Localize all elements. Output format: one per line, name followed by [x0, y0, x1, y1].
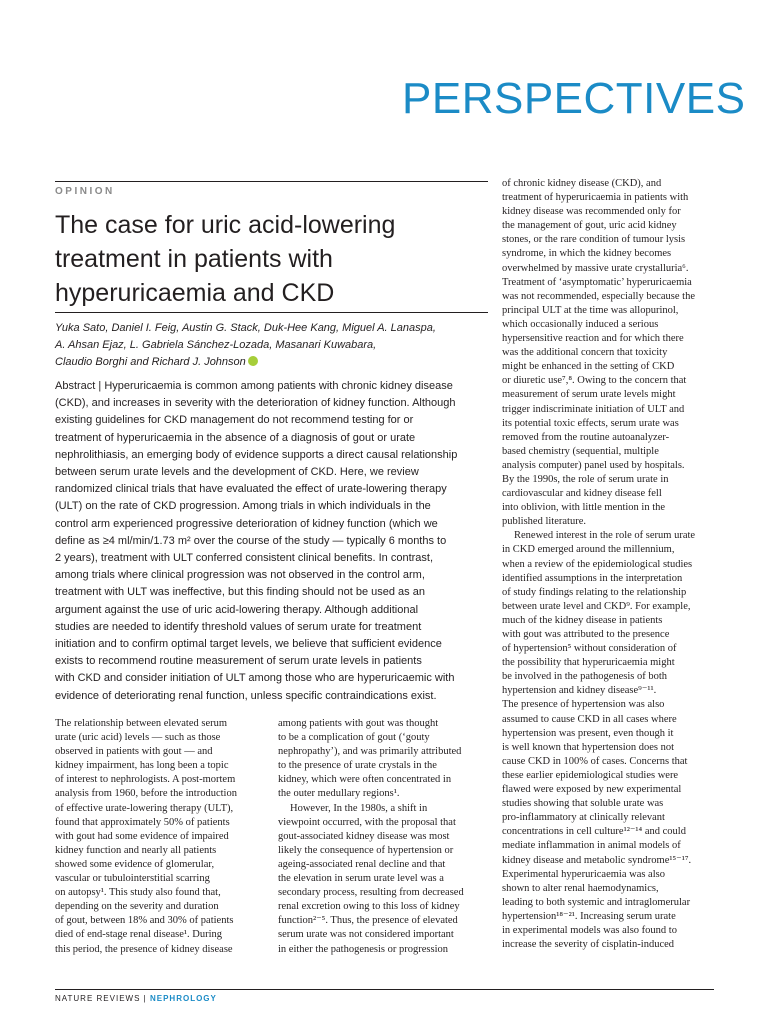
text-line: (CKD), and increases in severity with the deterioration of kidney function. Although: [55, 397, 456, 410]
text-line: studies are needed to identify threshold values of serum urate for treatment: [55, 620, 422, 633]
article-title: [55, 208, 485, 310]
text-line: of gout, between 18% and 30% of patients: [55, 915, 234, 927]
title-line: hyperuricaemia and CKD: [55, 279, 335, 307]
text-line: studies showing that soluble urate was: [502, 798, 664, 810]
text-line: among trials where clinical progression was not observed in the control arm,: [55, 569, 425, 582]
text-line: into oblivion, with little mention in the: [502, 502, 666, 514]
text-line: with gout was attributed to the presence: [502, 629, 670, 640]
text-line: 2 years), treatment with ULT conferred consistent clinical benefits. In contrast,: [55, 552, 434, 565]
text-line: of chronic kidney disease (CKD), and: [502, 178, 662, 189]
text-line: was the additional concern that toxicity: [502, 347, 668, 359]
text-line: its potential toxic effects, serum urate was: [502, 417, 679, 429]
text-line: died of end-stage renal disease¹. During: [55, 929, 223, 941]
text-line: However, In the 1980s, a shift in: [290, 802, 428, 814]
abstract: [55, 378, 495, 705]
text-line: likely the consequence of hypertension or: [278, 844, 454, 856]
text-line: Abstract | Hyperuricaemia is common among patients with chronic kidney disease: [55, 380, 453, 392]
text-line: cardiovascular and kidney disease fell: [502, 488, 662, 500]
text-line: flawed were exposed by new experimental: [502, 784, 682, 796]
text-line: By the 1990s, the role of serum urate in: [502, 473, 669, 485]
text-line: measurement of serum urate levels might: [502, 389, 676, 401]
text-line: randomized clinical trials that have evaluated the effect of urate-lowering therapy: [55, 483, 447, 496]
text-line: the outer medullary regions¹.: [278, 788, 400, 800]
author-line: A. Ahsan Ejaz, L. Gabriela Sánchez-Lozada, Masanari Kuwabara,: [55, 339, 377, 351]
text-line: published literature.: [502, 516, 586, 528]
text-line: nephropathy’), and was primarily attributed: [278, 746, 462, 758]
text-line: function²⁻⁵. Thus, the presence of elevated: [278, 915, 458, 927]
text-line: among patients with gout was thought: [278, 718, 439, 729]
text-line: principal ULT at the time was allopurinol,: [502, 304, 679, 316]
text-line: viewpoint occurred, with the proposal that: [278, 816, 456, 828]
text-line: treatment with ULT was ineffective, but this finding should not be used as an: [55, 586, 425, 599]
text-line: exists to recommend routine measurement of serum urate levels in patients: [55, 655, 422, 668]
text-line: syndrome, in which the kidney becomes: [502, 248, 672, 260]
text-line: The relationship between elevated serum: [55, 718, 228, 729]
text-line: with CKD and consider initiation of ULT among those who are hyperuricaemic with: [55, 672, 455, 685]
text-line: which occasionally induced a serious: [502, 318, 659, 330]
footer-separator: |: [143, 994, 147, 1003]
text-line: to be a complication of gout (‘gouty: [278, 732, 430, 744]
text-line: based chemistry (sequential, multiple: [502, 445, 659, 457]
text-line: hypertension¹⁸⁻²¹. Increasing serum urate: [502, 910, 676, 922]
text-line: or diuretic use⁷,⁸. Owing to the concern that: [502, 375, 687, 387]
text-line: mediate inflammation in animal models of: [502, 840, 681, 852]
text-line: stones, or the rare condition of tumour lysis: [502, 234, 686, 246]
top-divider: [55, 181, 488, 182]
text-line: kidney disease and metabolic syndrome¹⁵⁻¹⁷.: [502, 854, 692, 866]
text-line: argument against the use of uric acid-lowering therapy. Although additional: [55, 603, 419, 616]
text-line: the possibility that hyperuricaemia might: [502, 657, 675, 669]
text-line: identified assumptions in the interpretation: [502, 572, 683, 584]
text-line: serum urate was not considered important: [278, 929, 454, 941]
text-line: is well known that hypertension does not: [502, 741, 675, 753]
text-line: hypertension and kidney disease⁹⁻¹¹.: [502, 685, 657, 697]
page-footer: [55, 994, 217, 1003]
text-line: control arm experienced progressive deterioration of kidney function (which we: [55, 517, 438, 530]
section-header: PERSPECTIVES: [402, 74, 746, 123]
text-line: in experimental models was also found to: [502, 924, 677, 936]
text-line: overwhelmed by massive urate crystalluria⁶.: [502, 262, 689, 274]
text-line: between serum urate levels and the development of CKD. Here, we review: [55, 466, 419, 479]
footer-divider: [55, 989, 714, 990]
body-column-1: [55, 717, 265, 957]
article-type-label: OPINION: [55, 186, 115, 197]
text-line: (ULT) on the rate of CKD progression. Among trials in which individuals in the: [55, 500, 431, 513]
text-line: of interest to nephrologists. A post-mortem: [55, 774, 236, 786]
text-line: in CKD emerged around the millennium,: [502, 544, 675, 556]
text-line: in either the pathogenesis or progression: [278, 943, 448, 955]
body-column-2: [278, 717, 488, 957]
text-line: with gout had some evidence of impaired: [55, 830, 229, 842]
text-line: much of the kidney disease in patients: [502, 614, 663, 626]
text-line: depending on the severity and duration: [55, 901, 219, 913]
text-line: kidney disease was recommended only for: [502, 206, 681, 218]
text-line: between urate level and CKD⁹. For example,: [502, 600, 691, 612]
text-line: assumed to cause CKD in all cases where: [502, 713, 677, 725]
text-line: of hypertension⁵ without consideration of: [502, 643, 677, 655]
text-line: analysis computer) panel used by hospitals.: [502, 459, 685, 471]
text-line: renal excretion owing to this loss of kidney: [278, 901, 460, 913]
text-line: showed some evidence of glomerular,: [55, 858, 215, 870]
text-line: kidney, which were often concentrated in: [278, 774, 452, 786]
text-line: these earlier epidemiological studies were: [502, 769, 679, 781]
author-line-text: Claudio Borghi and Richard J. Johnson: [55, 356, 246, 368]
text-line: Renewed interest in the role of serum urate: [514, 530, 696, 542]
author-list: [55, 320, 495, 371]
text-line: The presence of hypertension was also: [502, 699, 665, 711]
text-line: nephrolithiasis, an emerging body of evidence supports a direct causal relationship: [55, 448, 458, 461]
text-line: Treatment of ‘asymptomatic’ hyperuricaemia: [502, 276, 692, 288]
text-line: on autopsy¹. This study also found that,: [55, 887, 221, 899]
text-line: kidney impairment, has long been a topic: [55, 760, 229, 772]
text-line: existing guidelines for CKD management do not recommend testing for or: [55, 414, 414, 427]
text-line: pro-inflammatory at clinically relevant: [502, 812, 665, 824]
text-line: ageing-associated renal decline and that: [278, 858, 446, 870]
text-line: the management of gout, uric acid kidney: [502, 220, 677, 232]
authors-divider: [55, 312, 488, 313]
text-line: of study findings relating to the relationship: [502, 586, 687, 598]
text-line: hypertension was present, even though it: [502, 727, 674, 739]
text-line: gout-associated kidney disease was most: [278, 830, 450, 842]
text-line: to the presence of urate crystals in the: [278, 760, 437, 772]
text-line: Experimental hyperuricaemia was also: [502, 868, 665, 880]
orcid-icon[interactable]: [248, 356, 258, 366]
text-line: the elevation in serum urate level was a: [278, 873, 444, 885]
text-line: increase the severity of cisplatin-induced: [502, 939, 675, 951]
text-line: secondary process, resulting from decreased: [278, 887, 464, 899]
text-line: removed from the routine autoanalyzer-: [502, 431, 670, 443]
text-line: treatment of hyperuricaemia in the absence of a diagnosis of gout or urate: [55, 431, 416, 444]
text-line: define as ≥4 ml/min/1.73 m² over the course of the study — typically 6 months to: [55, 534, 447, 547]
text-line: was not recommended, especially because the: [502, 290, 696, 302]
footer-section: NEPHROLOGY: [149, 994, 217, 1003]
text-line: urate (uric acid) levels — such as those: [55, 732, 221, 744]
author-line: [55, 354, 495, 371]
text-line: leading to both systemic and intraglomerular: [502, 896, 691, 908]
text-line: vascular or tubulointerstitial scarring: [55, 873, 210, 885]
text-line: observed in patients with gout — and: [55, 746, 213, 758]
text-line: treatment of hyperuricaemia in patients with: [502, 192, 689, 204]
text-line: cause CKD in 100% of cases. Concerns that: [502, 755, 688, 767]
author-line: Yuka Sato, Daniel I. Feig, Austin G. Stack, Duk-Hee Kang, Miguel A. Lanaspa,: [55, 322, 436, 334]
text-line: hypersensitive reaction and for which there: [502, 333, 684, 345]
footer-journal: NATURE REVIEWS: [55, 994, 141, 1003]
text-line: analysis from 1960, before the introduction: [55, 788, 237, 800]
title-line: The case for uric acid-lowering: [55, 211, 396, 239]
text-line: found that approximately 50% of patients: [55, 816, 230, 828]
title-line: treatment in patients with: [55, 245, 333, 273]
text-line: evidence of deteriorating renal function, unless specific contraindications exist.: [55, 689, 437, 702]
text-line: kidney function and nearly all patients: [55, 844, 217, 856]
text-line: be involved in the pathogenesis of both: [502, 671, 668, 683]
text-line: this period, the presence of kidney disease: [55, 943, 233, 955]
text-line: initiation and to confirm optimal target levels, we believe that sufficient evidence: [55, 638, 442, 651]
body-column-3: [502, 177, 717, 952]
text-line: of effective urate-lowering therapy (ULT),: [55, 802, 234, 814]
text-line: when a review of the epidemiological studies: [502, 558, 693, 570]
text-line: might be enhanced in the setting of CKD: [502, 361, 675, 373]
text-line: concentrations in cell culture¹²⁻¹⁴ and could: [502, 826, 686, 838]
text-line: trigger indiscriminate initiation of ULT and: [502, 403, 685, 415]
text-line: shown to alter renal haemodynamics,: [502, 882, 659, 894]
